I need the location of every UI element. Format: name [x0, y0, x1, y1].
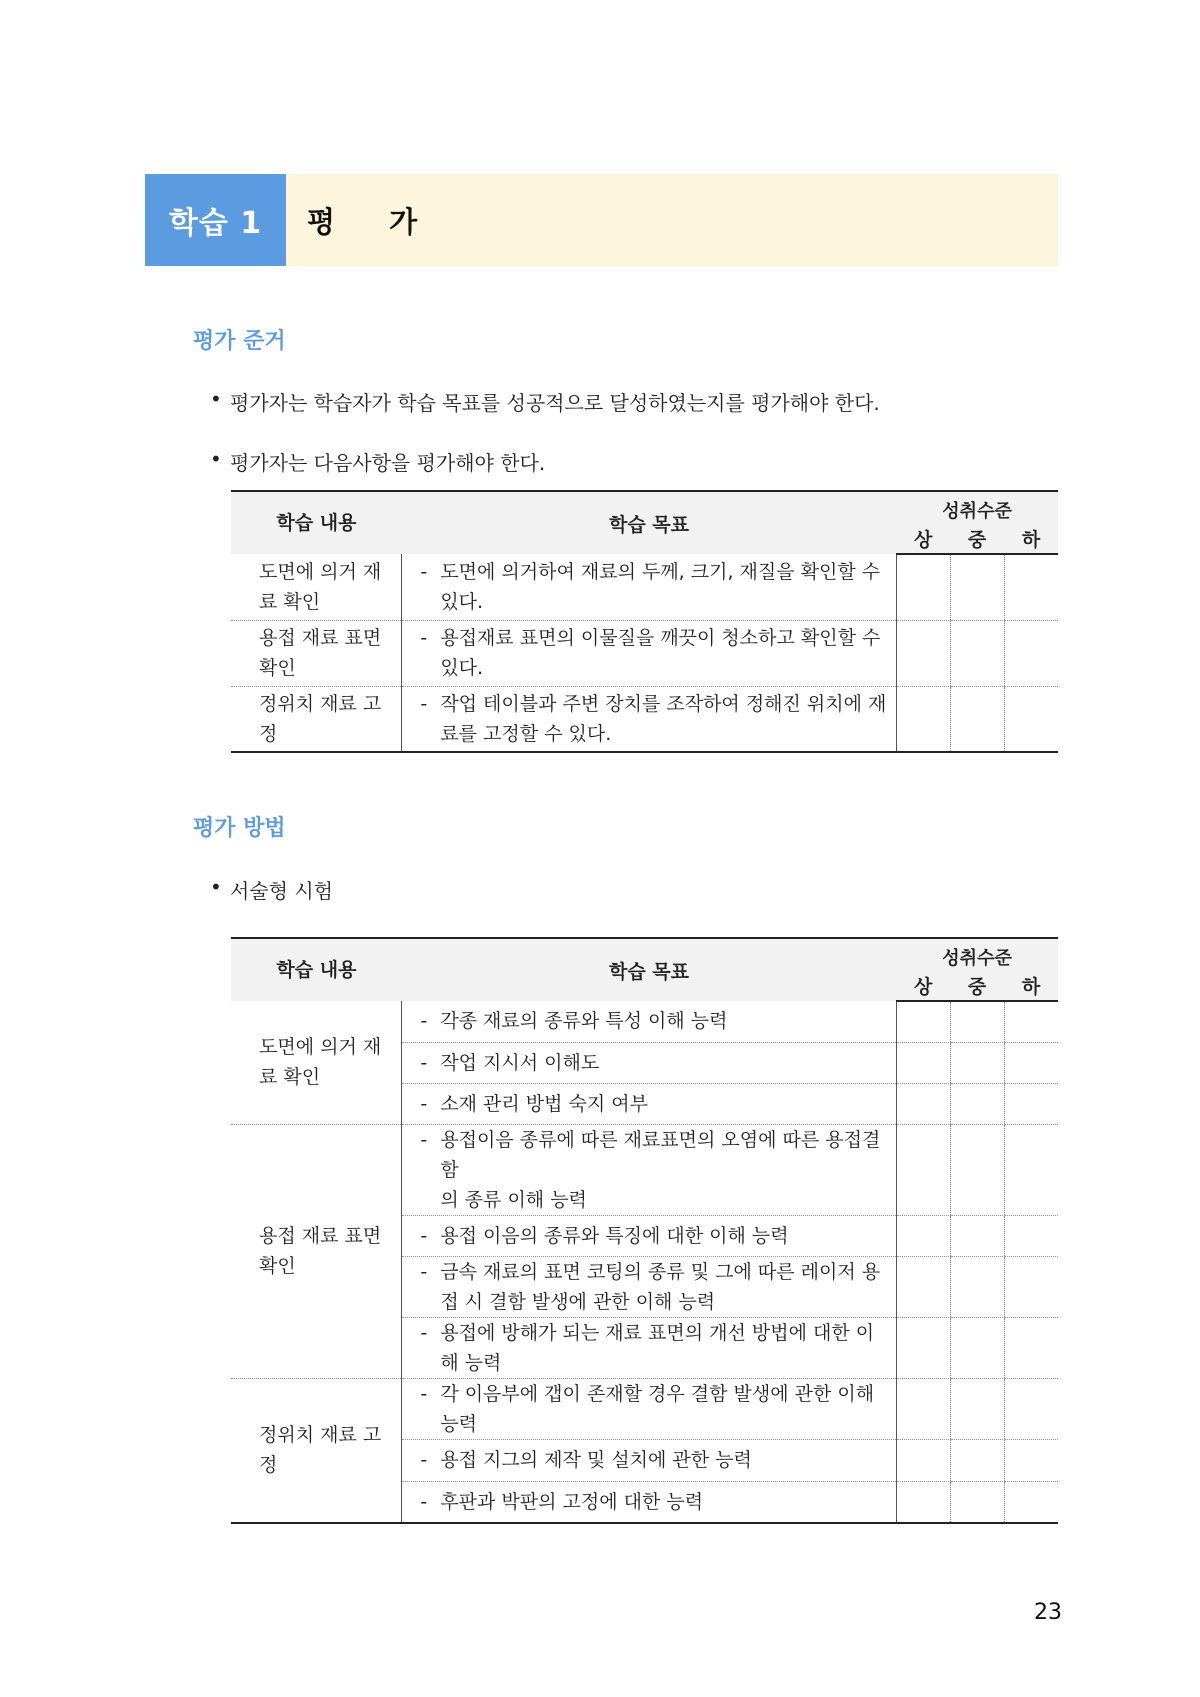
row-goal: - 금속 재료의 표면 코팅의 종류 및 그에 따른 레이저 용 접 시 결함 발생에 관한 이해 능력	[402, 1256, 896, 1317]
header-goal: 학습 목표	[402, 938, 896, 1001]
level-mid-cell[interactable]	[950, 554, 1004, 620]
level-high-cell[interactable]	[896, 686, 950, 752]
chapter-header	[145, 174, 1058, 266]
row-goal: - 용접이음 종류에 따른 재료표면의 오염에 따른 용접결함 의 종류 이해 능력	[402, 1124, 896, 1215]
row-content: 용접 재료 표면 확인	[231, 620, 402, 686]
header-mid: 중	[950, 970, 1004, 1001]
row-goal: - 도면에 의거하여 재료의 두께, 크기, 재질을 확인할 수 있다.	[402, 554, 896, 620]
header-goal: 학습 목표	[402, 491, 896, 554]
row-goal: - 작업 테이블과 주변 장치를 조작하여 정해진 위치에 재 료를 고정할 수 있다.	[402, 686, 896, 752]
row-content: 도면에 의거 재 료 확인	[231, 554, 402, 620]
criteria-table	[231, 490, 1058, 753]
level-mid-cell[interactable]	[950, 1481, 1004, 1523]
header-high: 상	[896, 523, 950, 554]
chapter-title: 평 가	[307, 204, 440, 239]
level-mid-cell[interactable]	[950, 686, 1004, 752]
level-low-cell[interactable]	[1004, 1124, 1058, 1215]
table-row	[231, 1378, 1058, 1439]
header-low: 하	[1004, 523, 1058, 554]
level-low-cell[interactable]	[1004, 554, 1058, 620]
row-content: 용접 재료 표면 확인	[231, 1124, 402, 1378]
table-row	[231, 686, 1058, 752]
chapter-tag: 학습 1	[145, 174, 286, 266]
level-mid-cell[interactable]	[950, 1124, 1004, 1215]
row-goal: - 작업 지시서 이해도	[402, 1042, 896, 1083]
level-mid-cell[interactable]	[950, 1215, 1004, 1256]
level-high-cell[interactable]	[896, 1439, 950, 1481]
level-mid-cell[interactable]	[950, 1439, 1004, 1481]
row-goal: - 용접 지그의 제작 및 설치에 관한 능력	[402, 1439, 896, 1481]
header-low: 하	[1004, 970, 1058, 1001]
level-low-cell[interactable]	[1004, 686, 1058, 752]
row-content: 정위치 재료 고 정	[231, 686, 402, 752]
level-high-cell[interactable]	[896, 1124, 950, 1215]
bullet-criteria-2: • 평가자는 다음사항을 평가해야 한다.	[230, 447, 545, 476]
level-high-cell[interactable]	[896, 1378, 950, 1439]
level-high-cell[interactable]	[896, 1215, 950, 1256]
level-mid-cell[interactable]	[950, 1378, 1004, 1439]
level-high-cell[interactable]	[896, 1256, 950, 1317]
table-row	[231, 1001, 1058, 1042]
header-high: 상	[896, 970, 950, 1001]
row-goal: - 용접에 방해가 되는 재료 표면의 개선 방법에 대한 이 해 능력	[402, 1317, 896, 1378]
header-content: 학습 내용	[231, 938, 402, 1001]
level-mid-cell[interactable]	[950, 620, 1004, 686]
level-high-cell[interactable]	[896, 620, 950, 686]
row-content: 정위치 재료 고 정	[231, 1378, 402, 1523]
table-row	[231, 1124, 1058, 1215]
level-high-cell[interactable]	[896, 1083, 950, 1124]
level-low-cell[interactable]	[1004, 1001, 1058, 1042]
level-low-cell[interactable]	[1004, 1481, 1058, 1523]
level-low-cell[interactable]	[1004, 1439, 1058, 1481]
bullet-criteria-1: • 평가자는 학습자가 학습 목표를 성공적으로 달성하였는지를 평가해야 한다.	[230, 387, 880, 416]
row-content: 도면에 의거 재 료 확인	[231, 1001, 402, 1124]
header-content: 학습 내용	[231, 491, 402, 554]
method-table	[231, 937, 1058, 1524]
level-low-cell[interactable]	[1004, 1215, 1058, 1256]
row-goal: - 후판과 박판의 고정에 대한 능력	[402, 1481, 896, 1523]
level-high-cell[interactable]	[896, 554, 950, 620]
section-title-criteria: 평가 준거	[193, 329, 286, 354]
bullet-method-1: • 서술형 시험	[230, 875, 333, 904]
level-low-cell[interactable]	[1004, 1083, 1058, 1124]
level-high-cell[interactable]	[896, 1481, 950, 1523]
row-goal: - 소재 관리 방법 숙지 여부	[402, 1083, 896, 1124]
level-high-cell[interactable]	[896, 1042, 950, 1083]
level-low-cell[interactable]	[1004, 1042, 1058, 1083]
level-mid-cell[interactable]	[950, 1317, 1004, 1378]
level-low-cell[interactable]	[1004, 1317, 1058, 1378]
level-high-cell[interactable]	[896, 1001, 950, 1042]
level-high-cell[interactable]	[896, 1317, 950, 1378]
row-goal: - 용접재료 표면의 이물질을 깨끗이 청소하고 확인할 수 있다.	[402, 620, 896, 686]
header-level: 성취수준	[896, 491, 1058, 523]
level-mid-cell[interactable]	[950, 1001, 1004, 1042]
level-low-cell[interactable]	[1004, 1256, 1058, 1317]
level-mid-cell[interactable]	[950, 1083, 1004, 1124]
level-low-cell[interactable]	[1004, 1378, 1058, 1439]
header-level: 성취수준	[896, 938, 1058, 970]
section-title-method: 평가 방법	[193, 816, 286, 841]
row-goal: - 용접 이음의 종류와 특징에 대한 이해 능력	[402, 1215, 896, 1256]
header-mid: 중	[950, 523, 1004, 554]
page-number: 23	[1034, 1600, 1062, 1625]
level-mid-cell[interactable]	[950, 1042, 1004, 1083]
row-goal: - 각종 재료의 종류와 특성 이해 능력	[402, 1001, 896, 1042]
table-row	[231, 620, 1058, 686]
table-row	[231, 554, 1058, 620]
level-low-cell[interactable]	[1004, 620, 1058, 686]
row-goal: - 각 이음부에 갭이 존재할 경우 결함 발생에 관한 이해 능력	[402, 1378, 896, 1439]
level-mid-cell[interactable]	[950, 1256, 1004, 1317]
